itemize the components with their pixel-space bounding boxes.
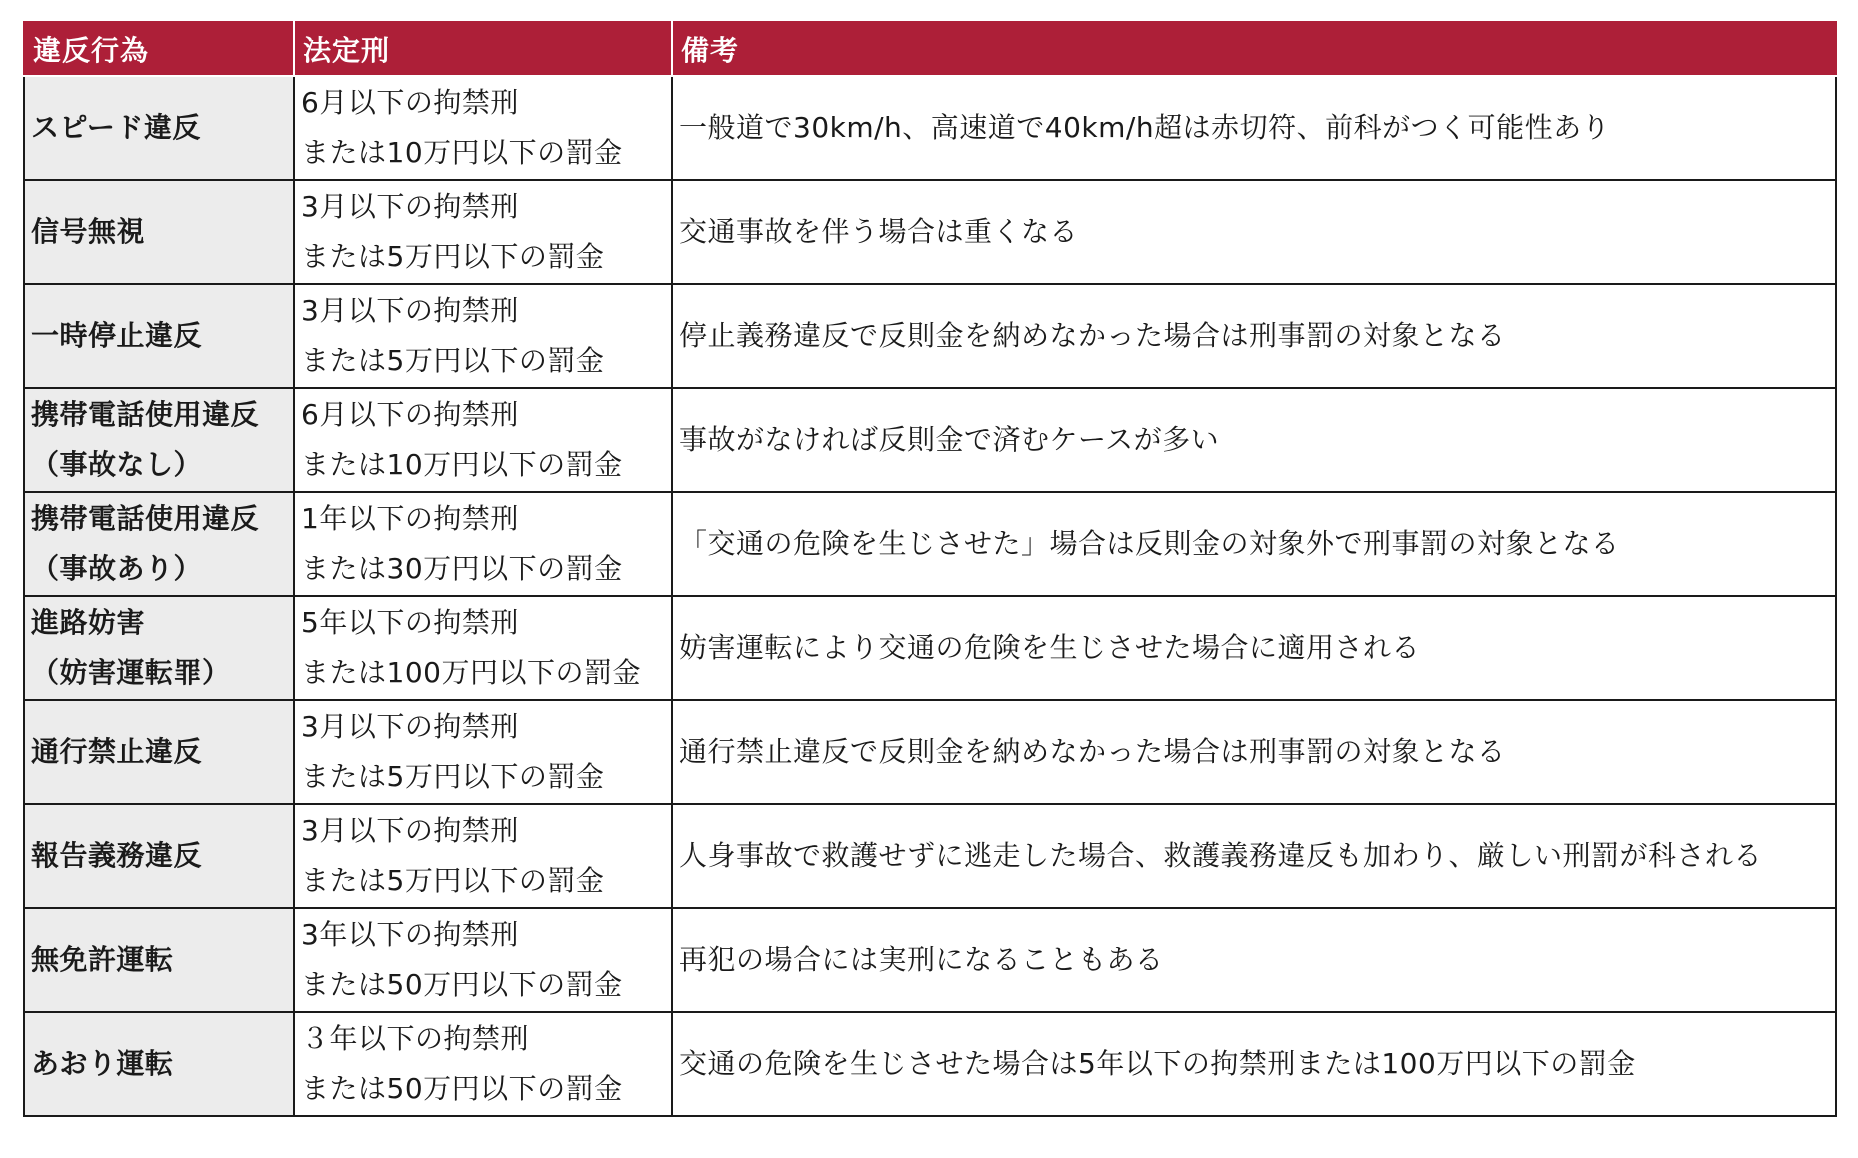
violation-name-cell bbox=[24, 76, 294, 180]
penalty-cell bbox=[294, 596, 672, 700]
penalty-line-2: または5万円以下の罰金 bbox=[301, 240, 605, 273]
violation-name-sub: （事故あり） bbox=[31, 552, 203, 585]
penalty-cell bbox=[294, 1012, 672, 1116]
penalty-cell bbox=[294, 284, 672, 388]
violation-name: あおり運転 bbox=[31, 1047, 174, 1080]
penalty-cell bbox=[294, 388, 672, 492]
violation-name: 携帯電話使用違反 bbox=[31, 502, 260, 535]
table-row bbox=[24, 76, 1836, 180]
penalty-line-2: または5万円以下の罰金 bbox=[301, 760, 605, 793]
table-row bbox=[24, 596, 1836, 700]
violation-name: 報告義務違反 bbox=[31, 839, 203, 872]
table-row bbox=[24, 700, 1836, 804]
penalty-cell bbox=[294, 492, 672, 596]
remark-cell: 「交通の危険を生じさせた」場合は反則金の対象外で刑事罰の対象となる bbox=[672, 492, 1836, 596]
penalty-line-1: 1年以下の拘禁刑 bbox=[301, 502, 519, 535]
penalty-line-1: 3月以下の拘禁刑 bbox=[301, 710, 519, 743]
violation-name: スピード違反 bbox=[31, 111, 201, 144]
penalty-cell bbox=[294, 76, 672, 180]
penalty-cell bbox=[294, 180, 672, 284]
violation-name-cell bbox=[24, 388, 294, 492]
penalty-line-2: または100万円以下の罰金 bbox=[301, 656, 641, 689]
remark-cell: 交通事故を伴う場合は重くなる bbox=[672, 180, 1836, 284]
remark-cell: 停止義務違反で反則金を納めなかった場合は刑事罰の対象となる bbox=[672, 284, 1836, 388]
violation-name-cell bbox=[24, 1012, 294, 1116]
violation-name-cell bbox=[24, 284, 294, 388]
violation-name: 一時停止違反 bbox=[31, 319, 203, 352]
penalty-line-1: 5年以下の拘禁刑 bbox=[301, 606, 519, 639]
table-row bbox=[24, 284, 1836, 388]
penalty-line-1: 3月以下の拘禁刑 bbox=[301, 814, 519, 847]
header-statutory-penalty: 法定刑 bbox=[294, 22, 672, 76]
penalty-line-2: または10万円以下の罰金 bbox=[301, 136, 623, 169]
violation-name: 無免許運転 bbox=[31, 943, 174, 976]
table-row bbox=[24, 804, 1836, 908]
violation-name: 携帯電話使用違反 bbox=[31, 398, 260, 431]
violation-name-cell bbox=[24, 804, 294, 908]
header-violation: 違反行為 bbox=[24, 22, 294, 76]
remark-cell: 事故がなければ反則金で済むケースが多い bbox=[672, 388, 1836, 492]
penalty-line-2: または50万円以下の罰金 bbox=[301, 968, 623, 1001]
penalty-line-1: ３年以下の拘禁刑 bbox=[301, 1022, 530, 1055]
violation-name-cell bbox=[24, 908, 294, 1012]
traffic-violation-table bbox=[23, 21, 1837, 1117]
violation-name-cell bbox=[24, 180, 294, 284]
table-row bbox=[24, 1012, 1836, 1116]
penalty-line-2: または5万円以下の罰金 bbox=[301, 344, 605, 377]
violation-name: 信号無視 bbox=[31, 215, 146, 248]
penalty-cell bbox=[294, 908, 672, 1012]
penalty-line-1: 3年以下の拘禁刑 bbox=[301, 918, 519, 951]
violation-name: 通行禁止違反 bbox=[31, 735, 203, 768]
table-row bbox=[24, 388, 1836, 492]
penalty-line-2: または30万円以下の罰金 bbox=[301, 552, 623, 585]
table-row bbox=[24, 908, 1836, 1012]
penalty-line-2: または10万円以下の罰金 bbox=[301, 448, 623, 481]
penalty-line-1: 3月以下の拘禁刑 bbox=[301, 294, 519, 327]
violation-name-cell bbox=[24, 492, 294, 596]
penalty-cell bbox=[294, 700, 672, 804]
violation-name-sub: （事故なし） bbox=[31, 448, 203, 481]
table-row bbox=[24, 180, 1836, 284]
remark-cell: 交通の危険を生じさせた場合は5年以下の拘禁刑または100万円以下の罰金 bbox=[672, 1012, 1836, 1116]
header-remarks: 備考 bbox=[672, 22, 1836, 76]
penalty-line-2: または5万円以下の罰金 bbox=[301, 864, 605, 897]
violation-name-cell bbox=[24, 700, 294, 804]
remark-cell: 人身事故で救護せずに逃走した場合、救護義務違反も加わり、厳しい刑罰が科される bbox=[672, 804, 1836, 908]
penalty-line-1: 3月以下の拘禁刑 bbox=[301, 190, 519, 223]
remark-cell: 一般道で30km/h、高速道で40km/h超は赤切符、前科がつく可能性あり bbox=[672, 76, 1836, 180]
remark-cell: 再犯の場合には実刑になることもある bbox=[672, 908, 1836, 1012]
remark-cell: 通行禁止違反で反則金を納めなかった場合は刑事罰の対象となる bbox=[672, 700, 1836, 804]
table-row bbox=[24, 492, 1836, 596]
violation-name: 進路妨害 bbox=[31, 606, 146, 639]
violation-name-sub: （妨害運転罪） bbox=[31, 656, 231, 689]
penalty-line-2: または50万円以下の罰金 bbox=[301, 1072, 623, 1105]
remark-cell: 妨害運転により交通の危険を生じさせた場合に適用される bbox=[672, 596, 1836, 700]
penalty-line-1: 6月以下の拘禁刑 bbox=[301, 86, 519, 119]
violation-name-cell bbox=[24, 596, 294, 700]
penalty-cell bbox=[294, 804, 672, 908]
penalty-line-1: 6月以下の拘禁刑 bbox=[301, 398, 519, 431]
table-header-row bbox=[24, 22, 1836, 76]
